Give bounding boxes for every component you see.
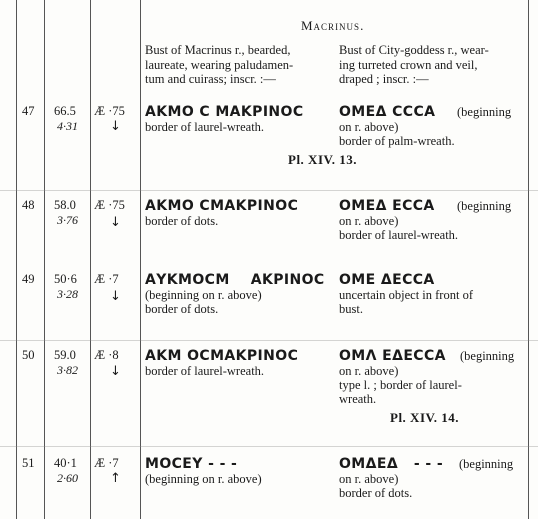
metal: Æ <box>94 272 106 286</box>
row-separator <box>0 340 538 341</box>
metal-size <box>94 348 119 363</box>
row-separator <box>0 446 538 447</box>
weight-grammes: 3·76 <box>57 213 78 227</box>
obverse-inscription: ΜΟCΕΥ - - - <box>145 456 238 472</box>
reverse-inscription: ΟΜΕ ΔΕCCΑ <box>339 272 435 288</box>
reverse-header-line: draped ; inscr. :— <box>339 72 429 86</box>
obverse-header-line: tum and cuirass; inscr. :— <box>145 72 276 86</box>
reverse-description: type l. ; border of laurel- <box>339 378 462 392</box>
weight-grains: 58.0 <box>54 198 76 212</box>
obverse-description: border of laurel-wreath. <box>145 364 265 378</box>
size: ·8 <box>108 348 119 362</box>
obverse-header <box>145 43 335 87</box>
reverse-description: (beginning <box>460 349 515 363</box>
reverse-description: on r. above) <box>339 472 399 486</box>
reverse-header-line: ing turreted crown and veil, <box>339 57 478 72</box>
die-axis-arrow: ↓ <box>110 364 121 379</box>
obverse-inscription: ΑΥΚΜΟCΜ ΑΚΡΙΝΟC <box>145 272 325 288</box>
catalogue-number: 51 <box>22 456 35 470</box>
reverse-description: (beginning <box>457 199 512 213</box>
metal: Æ <box>94 456 106 470</box>
metal-size <box>94 456 119 471</box>
reverse-description: (beginning <box>457 105 512 119</box>
column-rule-metal <box>140 0 141 519</box>
metal: Æ <box>94 348 106 362</box>
obverse-description: border of laurel-wreath. <box>145 120 265 134</box>
weight-grains: 40·1 <box>54 456 77 470</box>
metal: Æ <box>94 198 106 212</box>
reverse-header <box>339 43 529 87</box>
reverse-description: border of dots. <box>339 486 413 500</box>
weight-grammes: 4·31 <box>57 119 78 133</box>
obverse-description: border of dots. <box>145 302 219 316</box>
reverse-inscription: ΟΜΕΔ CCCA <box>339 104 436 120</box>
metal-size <box>94 272 119 287</box>
plate-reference: Pl. XIV. 14. <box>390 410 459 425</box>
die-axis-arrow: ↓ <box>110 215 121 230</box>
obverse-header-line: laureate, wearing paludamen- <box>145 57 294 72</box>
obverse-description: (beginning on r. above) <box>145 472 262 486</box>
reverse-description: on r. above) <box>339 364 399 378</box>
die-axis-arrow: ↓ <box>110 119 121 134</box>
die-axis-arrow: ↑ <box>110 471 121 486</box>
reverse-inscription: ΟΜΕΔ ΕCCΑ <box>339 198 435 214</box>
column-rule-number <box>44 0 45 519</box>
reverse-description: wreath. <box>339 392 377 406</box>
catalogue-number: 48 <box>22 198 35 212</box>
reverse-description: border of palm-wreath. <box>339 134 455 148</box>
weight-grammes: 2·60 <box>57 471 78 485</box>
section-heading: Macrinus. <box>301 18 365 33</box>
reverse-description: uncertain object in front of <box>339 288 473 302</box>
plate-reference: Pl. XIV. 13. <box>288 152 357 167</box>
reverse-description: border of laurel-wreath. <box>339 228 459 242</box>
catalogue-number: 47 <box>22 104 35 118</box>
weight-grains: 59.0 <box>54 348 76 362</box>
obverse-inscription: ΑΚΜΟ C ΜΑΚΡΙΝΟC <box>145 104 304 120</box>
size: ·75 <box>108 104 125 118</box>
reverse-description: on r. above) <box>339 214 399 228</box>
obverse-inscription: ΑΚΜ ΟCΜΑΚΡΙΝΟC <box>145 348 299 364</box>
size: ·75 <box>108 198 125 212</box>
size: ·7 <box>108 456 119 470</box>
column-rule-weight <box>90 0 91 519</box>
metal: Æ <box>94 104 106 118</box>
obverse-description: border of dots. <box>145 214 219 228</box>
obverse-inscription: ΑΚΜΟ CΜΑΚΡΙΝΟC <box>145 198 299 214</box>
obverse-header-line: Bust of Macrinus r., bearded, <box>145 43 291 57</box>
catalogue-number: 50 <box>22 348 35 362</box>
reverse-description: (beginning <box>459 457 514 471</box>
catalogue-number: 49 <box>22 272 35 286</box>
column-rule-left-edge <box>16 0 17 519</box>
weight-grains: 66.5 <box>54 104 76 118</box>
metal-size <box>94 198 125 213</box>
row-separator <box>0 190 538 191</box>
weight-grammes: 3·28 <box>57 287 78 301</box>
reverse-inscription: ΟΜΔΕΔ - - - <box>339 456 444 472</box>
weight-grammes: 3·82 <box>57 363 78 377</box>
metal-size <box>94 104 125 119</box>
reverse-inscription: ΟΜΛ ΕΔΕCCΑ <box>339 348 446 364</box>
die-axis-arrow: ↓ <box>110 289 121 304</box>
reverse-header-line: Bust of City-goddess r., wear- <box>339 43 489 57</box>
weight-grains: 50·6 <box>54 272 77 286</box>
reverse-description: on r. above) <box>339 120 399 134</box>
reverse-description: bust. <box>339 302 363 316</box>
obverse-description: (beginning on r. above) <box>145 288 262 302</box>
size: ·7 <box>108 272 119 286</box>
